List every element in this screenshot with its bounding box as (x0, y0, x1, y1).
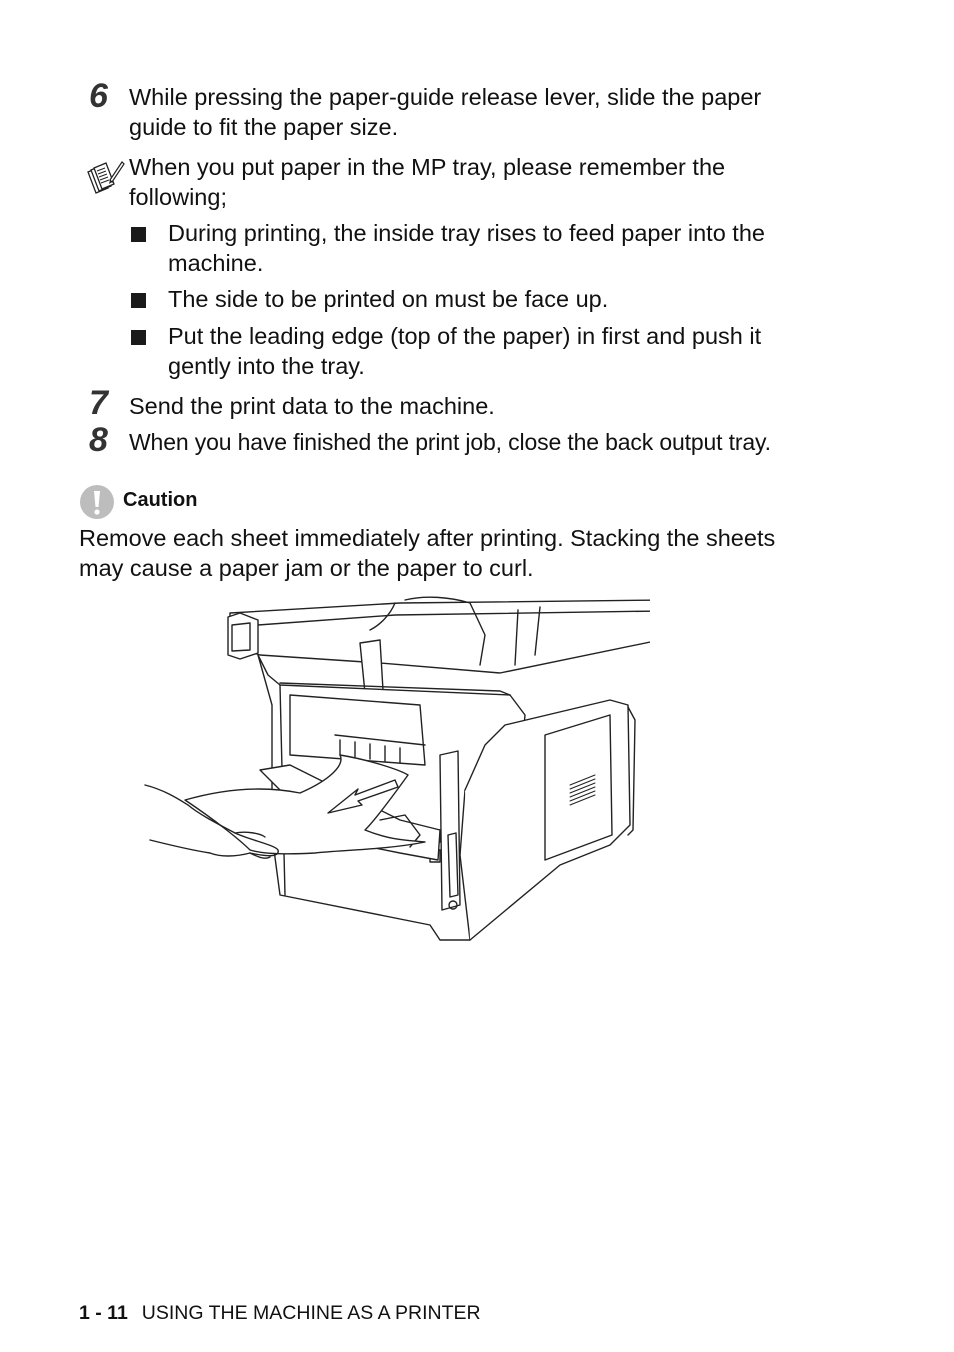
step-6-line-1: While pressing the paper-guide release lever, slide the paper (129, 84, 762, 110)
note-intro-line-2: following; (129, 183, 227, 210)
bullet-marker (131, 293, 146, 308)
section-title: USING THE MACHINE AS A PRINTER (141, 1302, 481, 1324)
note-bullet-1-line-2: machine. (168, 249, 264, 276)
note-bullet-1-line-1: During printing, the inside tray rises to feed paper into the (168, 220, 765, 246)
bullet-marker (131, 227, 146, 242)
caution-text (79, 524, 775, 583)
page-footer (79, 1302, 481, 1324)
step-8-text: When you have finished the print job, close the back output tray. (129, 429, 771, 455)
step-number-8: 8 (89, 421, 108, 459)
step-number-6: 6 (89, 77, 108, 115)
caution-line-1: Remove each sheet immediately after printing. Stacking the sheets (79, 525, 776, 551)
note-pencil-icon (84, 158, 126, 200)
note-bullet-3 (168, 322, 761, 381)
note-bullet-3-line-1: Put the leading edge (top of the paper) in first and push it (168, 323, 762, 349)
note-bullet-2-line-1: The side to be printed on must be face up. (168, 286, 609, 312)
note-bullet-2 (168, 285, 608, 315)
note-intro (129, 153, 725, 212)
page-number: 1 - 11 (79, 1302, 128, 1324)
note-bullet-1 (168, 219, 765, 278)
note-intro-line-1: When you put paper in the MP tray, please remember the (129, 154, 726, 180)
step-number-7: 7 (89, 384, 108, 422)
printer-illustration (140, 595, 650, 950)
bullet-marker (131, 330, 146, 345)
step-6-line-2: guide to fit the paper size. (129, 113, 399, 140)
exclamation-icon (79, 484, 115, 520)
step-7-text: Send the print data to the machine. (129, 393, 495, 419)
step-6-text (129, 83, 761, 142)
caution-line-2: may cause a paper jam or the paper to curl. (79, 554, 534, 581)
caution-title: Caution (123, 489, 198, 511)
note-bullet-3-line-2: gently into the tray. (168, 352, 365, 379)
